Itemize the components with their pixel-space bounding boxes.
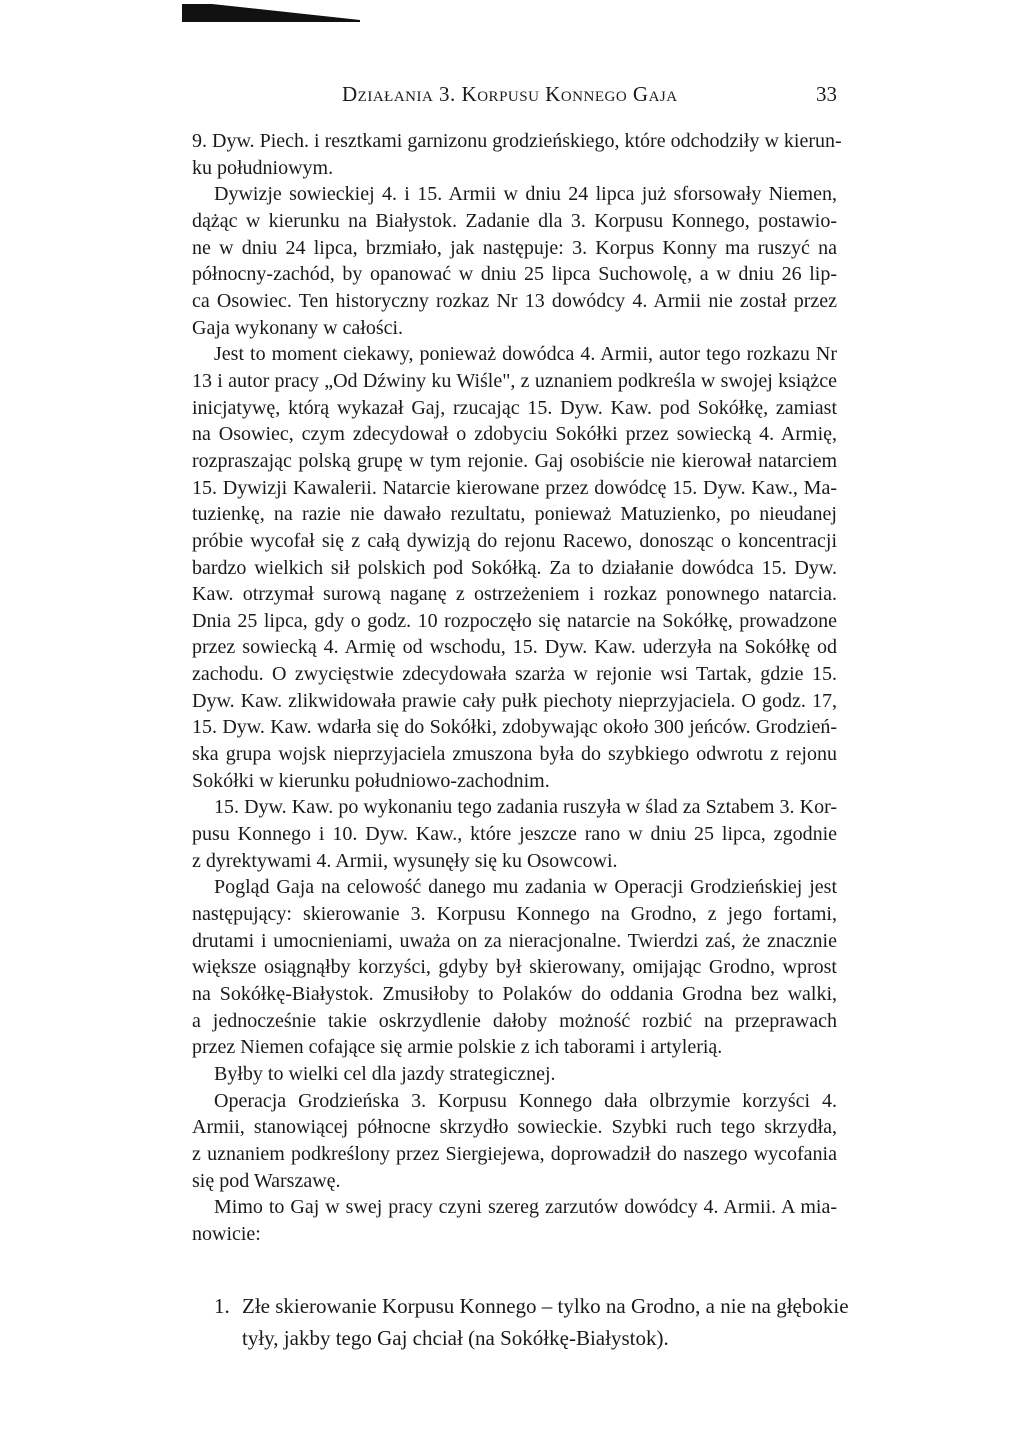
body-text	[192, 128, 842, 1248]
text-line: Byłby to wielki cel dla jazdy strategicznej.	[214, 1062, 556, 1085]
text-line: a jednocześnie takie oskrzydlenie dałoby możność rozbić na przeprawach	[192, 1009, 837, 1032]
text-line: z dyrektywami 4. Armii, wysunęły się ku Osowcowi.	[192, 849, 618, 872]
text-line: na Sokółkę-Białystok. Zmusiłoby to Polaków do oddania Grodna bez walki,	[192, 983, 837, 1005]
text-line: większe osiągnąłby korzyści, gdyby był skierowany, omijając Grodno, wprost	[192, 956, 837, 979]
text-line: Gaja wykonany w całości.	[192, 316, 404, 339]
text-line: Armii, stanowiącej północne skrzydło sowieckie. Szybki ruch tego skrzydła,	[192, 1116, 837, 1139]
text-line: Kaw. otrzymał surową naganę z ostrzeżeniem i rozkaz ponownego natarcia.	[192, 583, 837, 606]
text-line: 9. Dyw. Piech. i resztkami garnizonu grodzieńskiego, które odchodziły w kierun-	[192, 130, 842, 152]
text-line: zachodu. O zwycięstwie zdecydowała szarża w rejonie wsi Tartak, gdzie 15.	[192, 663, 837, 686]
text-line: 15. Dywizji Kawalerii. Natarcie kierowane przez dowódcę 15. Dyw. Kaw., Ma-	[192, 476, 837, 499]
page-number: 33	[816, 82, 837, 106]
scan-edge-mark	[182, 4, 360, 24]
text-line: 13 i autor pracy „Od Dźwiny ku Wiśle", z uznaniem podkreśla w swojej książce	[192, 369, 837, 392]
text-line: ca Osowiec. Ten historyczny rozkaz Nr 13 dowódcy 4. Armii nie został przez	[192, 289, 837, 312]
text-line: z uznaniem podkreślony przez Siergiejewa, doprowadził do naszego wycofania	[192, 1142, 837, 1165]
text-line: 15. Dyw. Kaw. wdarła się do Sokółki, zdobywając około 300 jeńców. Grodzień-	[192, 716, 837, 739]
text-line: Sokółki w kierunku południowo-zachodnim.	[192, 769, 550, 792]
text-line: Dywizje sowieckiej 4. i 15. Armii w dniu 24 lipca już sforsowały Niemen,	[214, 183, 837, 206]
text-line: bardzo wielkich sił polskich pod Sokółką. Za to działanie dowódca 15. Dyw.	[192, 556, 837, 579]
text-line: Mimo to Gaj w swej pracy czyni szereg zarzutów dowódcy 4. Armii. A mia-	[214, 1196, 837, 1219]
list-item-number: 1.	[214, 1294, 230, 1318]
text-line: przez sowiecką 4. Armię od wschodu, 15. Dyw. Kaw. uderzyła na Sokółkę od	[192, 636, 837, 659]
text-line: przez Niemen cofające się armie polskie z ich taborami i artylerią.	[192, 1036, 723, 1059]
text-line: Dyw. Kaw. zlikwidowała prawie cały pułk piechoty nieprzyjaciela. O godz. 17,	[192, 689, 837, 712]
text-line: się pod Warszawę.	[192, 1169, 341, 1192]
text-line: Jest to moment ciekawy, ponieważ dowódca 4. Armii, autor tego rozkazu Nr	[214, 343, 837, 366]
text-line: dążąc w kierunku na Białystok. Zadanie dla 3. Korpusu Konnego, postawio-	[192, 209, 837, 232]
text-line: Pogląd Gaja na celowość danego mu zadania w Operacji Grodzieńskiej jest	[214, 876, 837, 899]
text-line: pusu Konnego i 10. Dyw. Kaw., które jeszcze rano w dniu 25 lipca, zgodnie	[192, 823, 837, 846]
text-line: Operacja Grodzieńska 3. Korpusu Konnego dała olbrzymie korzyści 4.	[214, 1089, 837, 1112]
text-line: ku południowym.	[192, 156, 334, 179]
text-line: ska grupa wojsk nieprzyjaciela zmuszona była do szybkiego odwrotu z rejonu	[192, 743, 837, 766]
text-line: próbie wycofał się z całą dywizją do rejonu Racewo, donosząc o koncentracji	[192, 529, 837, 552]
text-line: Dnia 25 lipca, gdy o godz. 10 rozpoczęło się natarcie na Sokółkę, prowadzone	[192, 609, 837, 632]
text-line: drutami i umocnieniami, uważa on za nieracjonalne. Twierdzi zaś, że znacznie	[192, 929, 837, 952]
list-item-text	[242, 1290, 849, 1354]
text-line: nowicie:	[192, 1222, 261, 1245]
text-line: następujący: skierowanie 3. Korpusu Konnego na Grodno, z jego fortami,	[192, 903, 837, 926]
running-head: Działania 3. Korpusu Konnego Gaja	[342, 82, 678, 106]
text-line: północny-zachód, by opanować w dniu 25 lipca Suchowolę, a w dniu 26 lip-	[192, 263, 837, 286]
text-line: rozpraszając polską grupę w tym rejonie. Gaj osobiście nie kierował natarciem	[192, 449, 837, 472]
text-line: inicjatywę, którą wykazał Gaj, rzucając 15. Dyw. Kaw. pod Sokółkę, zamiast	[192, 396, 837, 419]
list-item-line: tyły, jakby tego Gaj chciał (na Sokółkę-Białystok).	[242, 1326, 669, 1350]
text-line: ne w dniu 24 lipca, brzmiało, jak następuje: 3. Korpus Konny ma ruszyć na	[192, 236, 837, 259]
list-item-line: Złe skierowanie Korpusu Konnego – tylko na Grodno, a nie na głębokie	[242, 1294, 849, 1318]
text-line: 15. Dyw. Kaw. po wykonaniu tego zadania ruszyła w ślad za Sztabem 3. Kor-	[214, 796, 837, 819]
text-line: tuzienkę, na razie nie dawało rezultatu, ponieważ Matuzienko, po nieudanej	[192, 503, 837, 526]
text-line: na Osowiec, czym zdecydował o zdobyciu Sokółki przez sowiecką 4. Armię,	[192, 423, 837, 446]
